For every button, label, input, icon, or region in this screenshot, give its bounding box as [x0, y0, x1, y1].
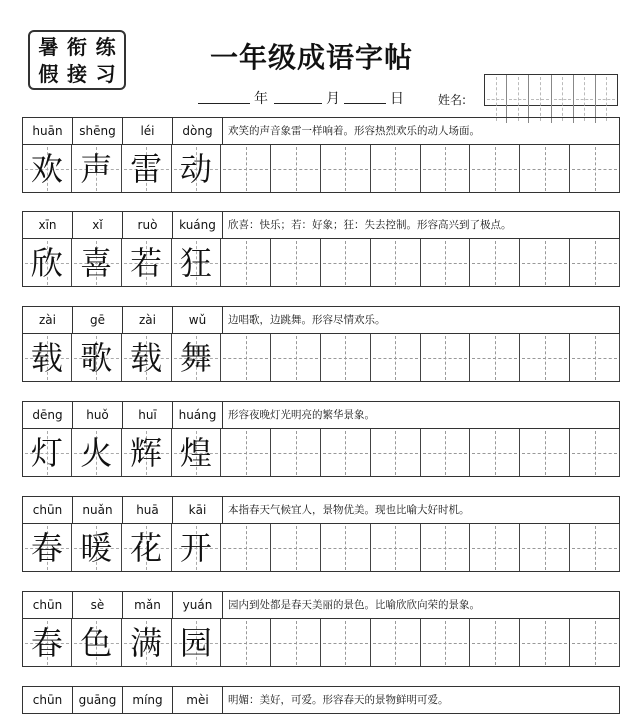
practice-cell[interactable]: [371, 429, 421, 477]
model-character-cell: [172, 334, 222, 382]
pinyin-syllable: huā: [123, 497, 173, 523]
practice-cell[interactable]: [271, 334, 321, 382]
idiom-meaning: 欢笑的声音象雷一样响着。形容热烈欢乐的动人场面。: [228, 125, 480, 137]
model-character-cell: [22, 619, 72, 667]
day-label: 日: [390, 91, 404, 107]
pinyin-syllable: gē: [73, 307, 123, 333]
month-blank[interactable]: [274, 103, 322, 104]
model-character-cell: [22, 145, 72, 193]
practice-cell[interactable]: [570, 619, 620, 667]
model-character: 声: [80, 150, 113, 188]
practice-cell[interactable]: [470, 619, 520, 667]
model-character: 辉: [130, 434, 163, 472]
name-label: 姓名:: [438, 93, 467, 107]
practice-cell[interactable]: [570, 334, 620, 382]
practice-cell[interactable]: [421, 619, 471, 667]
pinyin-syllable: chūn: [23, 687, 73, 713]
model-character: 暖: [80, 529, 113, 567]
pinyin-syllable: zài: [123, 307, 173, 333]
practice-cell[interactable]: [321, 145, 371, 193]
model-character-cell: [22, 239, 72, 287]
practice-cell[interactable]: [470, 334, 520, 382]
practice-cell[interactable]: [371, 334, 421, 382]
tianzige-grid: [22, 524, 620, 572]
model-character-cell: [172, 239, 222, 287]
month-label: 月: [326, 91, 340, 107]
model-character: 舞: [179, 339, 212, 377]
model-character: 若: [130, 244, 163, 282]
year-label: 年: [254, 91, 268, 107]
practice-cell[interactable]: [520, 619, 570, 667]
practice-cell[interactable]: [221, 334, 271, 382]
pinyin-syllable: nuǎn: [73, 497, 123, 523]
idiom-meaning: 本指春天气候宜人，景物优美。现也比喻大好时机。: [228, 504, 470, 516]
pinyin-syllable: ruò: [123, 212, 173, 238]
pinyin-syllable: léi: [123, 118, 173, 144]
pinyin-syllable: míng: [123, 687, 173, 713]
model-character: 煌: [179, 434, 212, 472]
model-character-cell: [172, 619, 222, 667]
pinyin-syllable: sè: [73, 592, 123, 618]
model-character-cell: [172, 524, 222, 572]
day-blank[interactable]: [344, 103, 386, 104]
name-input-grid[interactable]: [484, 74, 618, 106]
model-character: 载: [130, 339, 163, 377]
model-character-cell: [122, 619, 172, 667]
pinyin-syllable: mǎn: [123, 592, 173, 618]
pinyin-row: [22, 401, 620, 429]
practice-cell[interactable]: [470, 429, 520, 477]
pinyin-syllable: xǐ: [73, 212, 123, 238]
stamp-char: 假: [38, 61, 59, 86]
practice-cell[interactable]: [570, 429, 620, 477]
model-character: 动: [179, 150, 212, 188]
model-character: 灯: [30, 434, 63, 472]
pinyin-syllable: huǒ: [73, 402, 123, 428]
practice-cell[interactable]: [321, 524, 371, 572]
practice-cell[interactable]: [470, 524, 520, 572]
model-character: 狂: [179, 244, 212, 282]
practice-cell[interactable]: [570, 524, 620, 572]
model-character-cell: [122, 239, 172, 287]
model-character-cell: [172, 429, 222, 477]
model-character: 园: [179, 624, 212, 662]
model-character-cell: [72, 524, 122, 572]
model-character-cell: [72, 239, 122, 287]
practice-cell[interactable]: [271, 145, 321, 193]
practice-cell[interactable]: [421, 239, 471, 287]
practice-cell[interactable]: [470, 145, 520, 193]
practice-cell[interactable]: [520, 145, 570, 193]
pinyin-syllable: kuáng: [173, 212, 223, 238]
pinyin-syllable: huān: [23, 118, 73, 144]
practice-cell[interactable]: [520, 334, 570, 382]
practice-cell[interactable]: [321, 619, 371, 667]
pinyin-syllable: wǔ: [173, 307, 223, 333]
model-character-cell: [22, 429, 72, 477]
practice-cell[interactable]: [421, 334, 471, 382]
pinyin-syllable: huī: [123, 402, 173, 428]
practice-cell[interactable]: [371, 145, 421, 193]
stamp-char: 练: [95, 34, 116, 59]
practice-cell[interactable]: [321, 334, 371, 382]
pinyin-row: [22, 496, 620, 524]
year-blank[interactable]: [198, 103, 250, 104]
model-character: 欣: [30, 244, 63, 282]
pinyin-syllable: chūn: [23, 497, 73, 523]
practice-cell[interactable]: [421, 429, 471, 477]
summer-practice-stamp: [28, 30, 126, 90]
model-character-cell: [122, 429, 172, 477]
practice-cell[interactable]: [520, 524, 570, 572]
practice-cell[interactable]: [321, 239, 371, 287]
model-character-cell: [172, 145, 222, 193]
tianzige-grid: [22, 334, 620, 382]
model-character-cell: [72, 429, 122, 477]
practice-cell[interactable]: [271, 619, 321, 667]
practice-cell[interactable]: [221, 619, 271, 667]
practice-cell[interactable]: [371, 619, 421, 667]
model-character-cell: [22, 524, 72, 572]
stamp-char: 衔: [66, 34, 87, 59]
model-character: 春: [30, 624, 63, 662]
pinyin-row: [22, 117, 620, 145]
tianzige-grid: [22, 145, 620, 193]
model-character: 花: [130, 529, 163, 567]
model-character: 满: [130, 624, 163, 662]
model-character-cell: [122, 524, 172, 572]
pinyin-syllable: yuán: [173, 592, 223, 618]
pinyin-row: [22, 686, 620, 714]
stamp-char: 暑: [38, 34, 59, 59]
practice-cell[interactable]: [271, 239, 321, 287]
pinyin-syllable: guāng: [73, 687, 123, 713]
stamp-char: 接: [66, 61, 87, 86]
pinyin-row: [22, 591, 620, 619]
tianzige-grid: [22, 429, 620, 477]
stamp-char: 习: [95, 61, 116, 86]
idiom-meaning: 边唱歌，边跳舞。形容尽情欢乐。: [228, 314, 386, 326]
tianzige-grid: [22, 239, 620, 287]
practice-cell[interactable]: [221, 524, 271, 572]
pinyin-row: [22, 306, 620, 334]
practice-cell[interactable]: [271, 429, 321, 477]
date-line: [198, 88, 478, 108]
practice-cell[interactable]: [221, 145, 271, 193]
model-character: 色: [80, 624, 113, 662]
model-character-cell: [72, 334, 122, 382]
pinyin-syllable: kāi: [173, 497, 223, 523]
practice-cell[interactable]: [371, 239, 421, 287]
pinyin-row: [22, 211, 620, 239]
model-character: 春: [30, 529, 63, 567]
practice-cell[interactable]: [421, 524, 471, 572]
idiom-meaning: 园内到处都是春天美丽的景色。比喻欣欣向荣的景象。: [228, 599, 480, 611]
page-title: 一年级成语字帖: [210, 41, 414, 74]
model-character-cell: [72, 145, 122, 193]
pinyin-syllable: shēng: [73, 118, 123, 144]
model-character: 雷: [130, 150, 163, 188]
model-character: 欢: [30, 150, 63, 188]
pinyin-syllable: dēng: [23, 402, 73, 428]
practice-cell[interactable]: [271, 524, 321, 572]
model-character: 歌: [80, 339, 113, 377]
practice-cell[interactable]: [520, 239, 570, 287]
model-character-cell: [122, 334, 172, 382]
pinyin-syllable: chūn: [23, 592, 73, 618]
practice-cell[interactable]: [470, 239, 520, 287]
tianzige-grid: [22, 619, 620, 667]
practice-cell[interactable]: [321, 429, 371, 477]
practice-cell[interactable]: [570, 145, 620, 193]
practice-cell[interactable]: [371, 524, 421, 572]
idiom-meaning: 形容夜晚灯光明亮的繁华景象。: [228, 409, 375, 421]
practice-cell[interactable]: [221, 429, 271, 477]
practice-cell[interactable]: [221, 239, 271, 287]
model-character-cell: [122, 145, 172, 193]
pinyin-syllable: mèi: [173, 687, 223, 713]
model-character-cell: [22, 334, 72, 382]
pinyin-syllable: dòng: [173, 118, 223, 144]
pinyin-syllable: zài: [23, 307, 73, 333]
practice-cell[interactable]: [570, 239, 620, 287]
model-character: 火: [80, 434, 113, 472]
practice-cell[interactable]: [520, 429, 570, 477]
pinyin-syllable: huáng: [173, 402, 223, 428]
idiom-meaning: 明媚：美好，可爱。形容春天的景物鲜明可爱。: [228, 694, 449, 706]
idiom-meaning: 欣喜：快乐；若：好象；狂：失去控制。形容高兴到了极点。: [228, 219, 512, 231]
model-character: 载: [30, 339, 63, 377]
practice-cell[interactable]: [421, 145, 471, 193]
model-character: 开: [179, 529, 212, 567]
pinyin-syllable: xīn: [23, 212, 73, 238]
model-character: 喜: [80, 244, 113, 282]
model-character-cell: [72, 619, 122, 667]
